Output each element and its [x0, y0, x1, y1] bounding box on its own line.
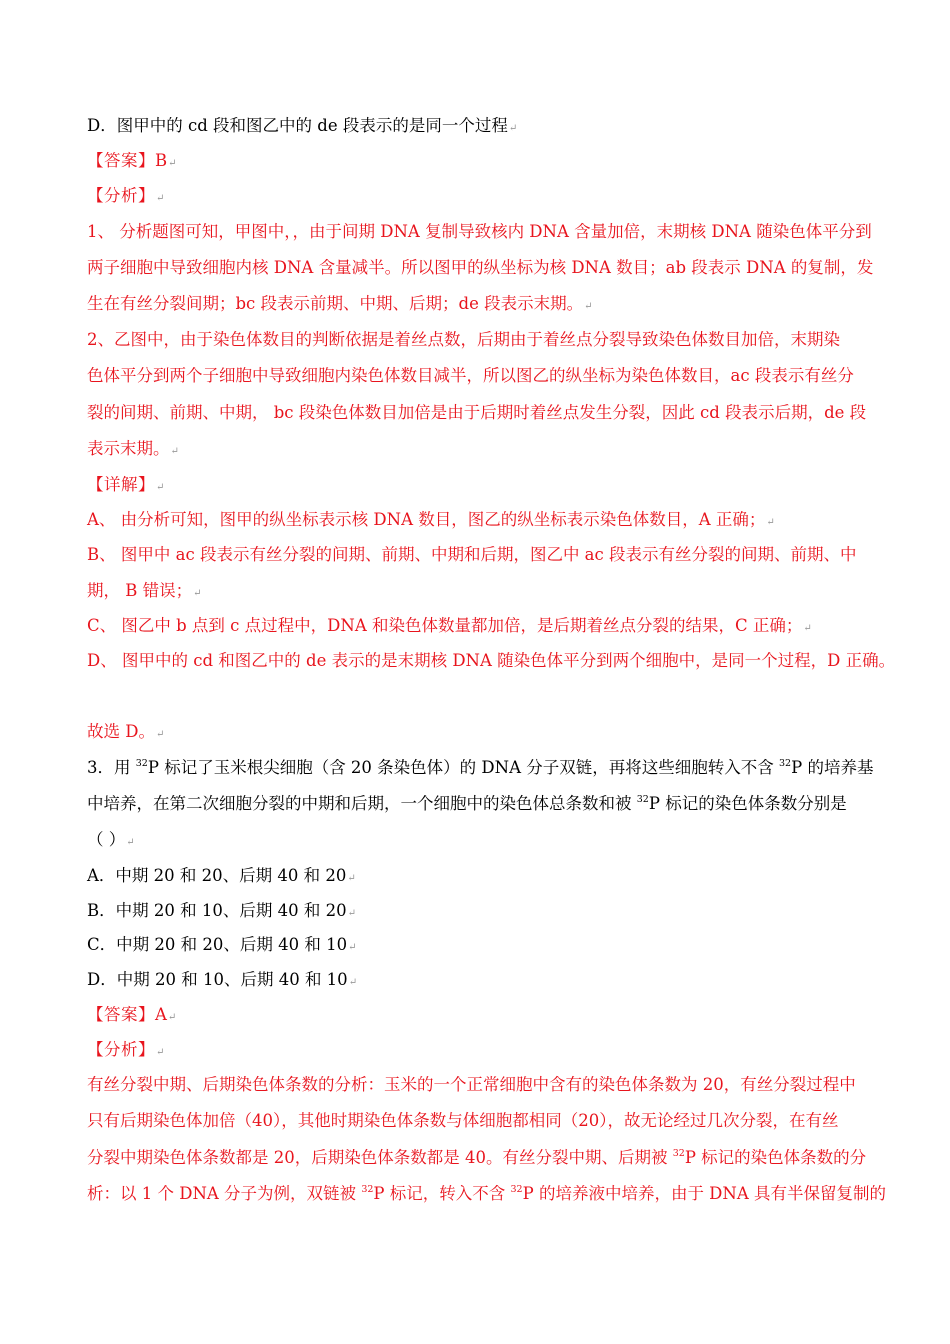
answer-value: A — [155, 1005, 167, 1024]
q2-analysis-line: 色体平分到两个子细胞中导致细胞内染色体数目减半，所以图乙的纵坐标为染色体数目，ac 段表示有丝分 — [87, 366, 854, 385]
q2-conclusion: 故选 D。↵ — [87, 722, 165, 741]
isotope-superscript: 32 — [636, 794, 649, 805]
paragraph-mark-icon: ↵ — [584, 301, 593, 312]
q3-option-d: D．中期 20 和 10、后期 40 和 10↵ — [87, 970, 358, 989]
q3-analysis-line: 有丝分裂中期、后期染色体条数的分析：玉米的一个正常细胞中含有的染色体条数为 20，有丝分裂过程中 — [87, 1075, 856, 1094]
q3-analysis-line: 只有后期染色体加倍（40），其他时期染色体条数与体细胞都相同（20），故无论经过几次分裂，在有丝 — [87, 1111, 839, 1130]
paragraph-mark-icon: ↵ — [168, 158, 177, 169]
q2-option-d: D．图甲中的 cd 段和图乙中的 de 段表示的是同一个过程↵ — [87, 116, 518, 135]
isotope-superscript: 32 — [361, 1184, 374, 1195]
q3-answer — [87, 1004, 877, 1026]
paragraph-mark-icon: ↵ — [126, 837, 135, 848]
paragraph-mark-icon: ↵ — [803, 623, 812, 634]
q2-analysis-line: 2、乙图中，由于染色体数目的判断依据是着丝点数，后期由于着丝点分裂导致染色体数目加倍，末期染 — [87, 330, 840, 349]
q2-analysis-line: 生在有丝分裂间期；bc 段表示前期、中期、后期；de 段表示末期。↵ — [87, 294, 593, 313]
q3-option-c: C．中期 20 和 20、后期 40 和 10↵ — [87, 935, 357, 954]
q3-option-a: A．中期 20 和 20、后期 40 和 20↵ — [87, 866, 356, 885]
q2-analysis-line: 两子细胞中导致细胞内核 DNA 含量减半。所以图甲的纵坐标为核 DNA 数目；ab 段表示 DNA 的复制，发 — [87, 258, 874, 277]
paragraph-mark-icon: ↵ — [193, 588, 202, 599]
q2-detail-heading: 【详解】↵ — [87, 475, 165, 494]
paragraph-mark-icon: ↵ — [348, 942, 357, 953]
q2-answer — [87, 150, 877, 172]
q2-detail-line: A、 由分析可知，图甲的纵坐标表示核 DNA 数目，图乙的纵坐标表示染色体数目，A 正确；↵ — [87, 510, 775, 529]
q3-stem-line: 中培养，在第二次细胞分裂的中期和后期，一个细胞中的染色体总条数和被 $^{32}$P 标记的染色体条数分别是 — [87, 794, 847, 813]
q2-detail-line: D、 图甲中的 cd 和图乙中的 de 表示的是末期核 DNA 随染色体平分到两个细胞中，是同一个过程，D 正确。 — [87, 651, 896, 670]
isotope-superscript: 32 — [135, 758, 148, 769]
paragraph-mark-icon: ↵ — [156, 193, 165, 204]
q2-analysis-line: 1、 分析题图可知，甲图中，，由于间期 DNA 复制导致核内 DNA 含量加倍，末期核 DNA 随染色体平分到 — [87, 222, 872, 241]
paragraph-mark-icon: ↵ — [167, 1012, 177, 1023]
q3-option-b: B．中期 20 和 10、后期 40 和 20↵ — [87, 901, 356, 920]
q2-analysis-line: 表示末期。↵ — [87, 439, 179, 458]
answer-tag: 【答案】 — [87, 1005, 155, 1024]
q3-analysis-line: 分裂中期染色体条数都是 20，后期染色体条数都是 40。有丝分裂中期、后期被 $^{32}$P 标记的染色体条数的分 — [87, 1148, 867, 1167]
paragraph-mark-icon: ↵ — [347, 908, 356, 919]
q2-analysis-line: 裂的间期、前期、中期， bc 段染色体数目加倍是由于后期时着丝点发生分裂，因此 cd 段表示后期，de 段 — [87, 403, 867, 422]
answer-tag: 【答案】 — [87, 151, 155, 170]
paragraph-mark-icon: ↵ — [766, 517, 775, 528]
q2-detail-line: 期， B 错误；↵ — [87, 581, 202, 600]
paragraph-mark-icon: ↵ — [155, 729, 165, 740]
q3-analysis-heading: 【分析】↵ — [87, 1040, 165, 1059]
q2-analysis-heading: 【分析】↵ — [87, 186, 165, 205]
q3-stem-line: 3．用 $^{32}$P 标记了玉米根尖细胞（含 20 条染色体）的 DNA 分子双链，再将这些细胞转入不含 $^{32}$P 的培养基 — [87, 758, 874, 777]
paragraph-mark-icon: ↵ — [156, 482, 165, 493]
isotope-superscript: 32 — [672, 1148, 685, 1159]
paragraph-mark-icon: ↵ — [347, 873, 356, 884]
isotope-superscript: 32 — [510, 1184, 523, 1195]
q2-detail-line: B、 图甲中 ac 段表示有丝分裂的间期、前期、中期和后期，图乙中 ac 段表示有丝分裂的间期、前期、中 — [87, 545, 857, 564]
q2-detail-line: C、 图乙中 b 点到 c 点过程中，DNA 和染色体数量都加倍，是后期着丝点分裂的结果，C 正确；↵ — [87, 616, 812, 635]
paragraph-mark-icon: ↵ — [170, 446, 179, 457]
paragraph-mark-icon: ↵ — [156, 1047, 165, 1058]
paragraph-mark-icon: ↵ — [508, 123, 518, 134]
answer-value: B — [155, 151, 168, 170]
q3-blank: （ ）↵ — [87, 830, 135, 849]
isotope-superscript: 32 — [779, 758, 792, 769]
paragraph-mark-icon: ↵ — [348, 977, 358, 988]
q3-analysis-line: 析：以 1 个 DNA 分子为例，双链被 $^{32}$P 标记，转入不含 $^{32}$P 的培养液中培养，由于 DNA 具有半保留复制的 — [87, 1184, 887, 1203]
